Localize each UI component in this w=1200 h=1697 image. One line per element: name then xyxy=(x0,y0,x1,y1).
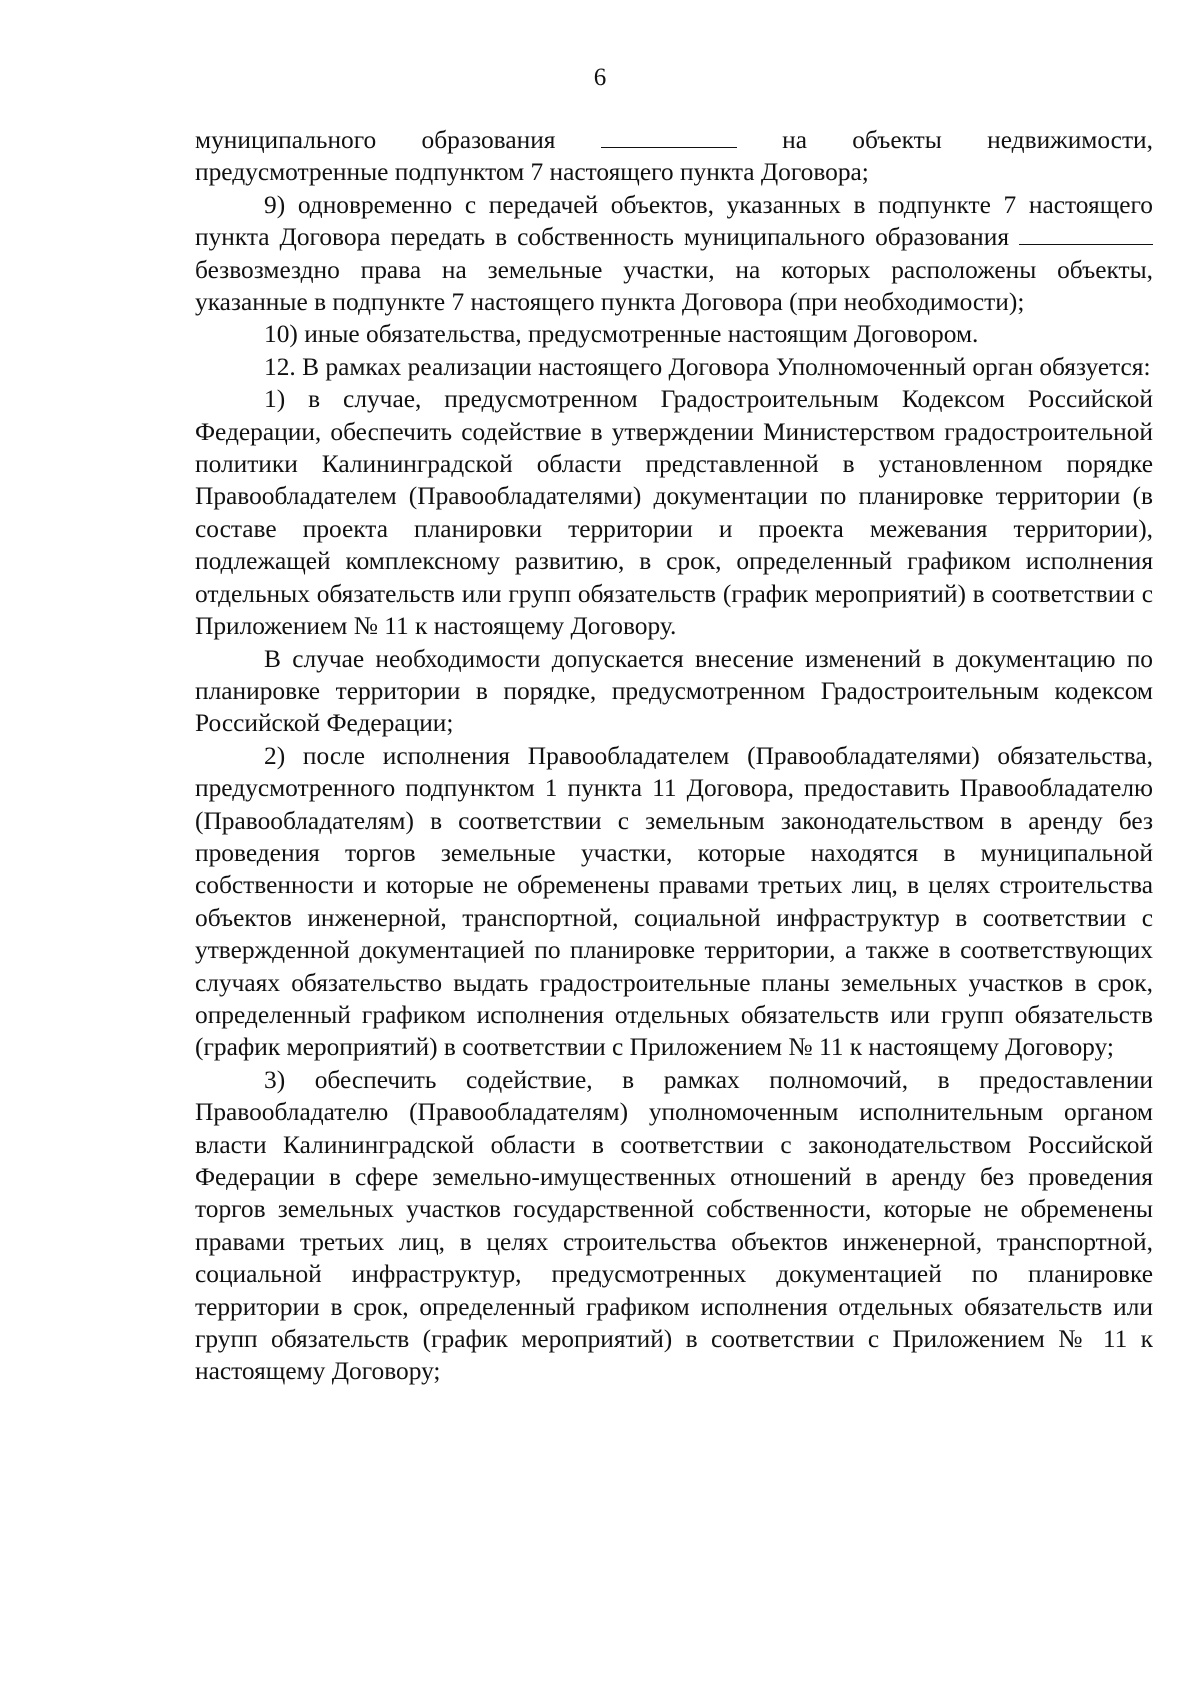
paragraph-municipal-rights xyxy=(195,124,1153,189)
paragraph-obligation-1: 1) в случае, предусмотренном Градостроительным Кодексом Российской Федерации, обеспечить содействие в утверждении Министерством градостроительной политики Калининградской области представленной в установленном порядке Правообладателем (Правообладателями) документации по планировке территории (в составе проекта планировки территории и проекта межевания территории), подлежащей комплексному развитию, в срок, определенный графиком исполнения отдельных обязательств или групп обязательств (график мероприятий) в соответствии с Приложением № 11 к настоящему Договору. xyxy=(195,385,1153,641)
page-number: 6 xyxy=(593,64,607,91)
paragraph-amendments: В случае необходимости допускается внесение изменений в документацию по планировке территории в порядке, предусмотренном Градостроительным кодексом Российской Федерации; xyxy=(195,644,1153,738)
paragraph-text-part: на объекты недвижимости, предусмотренные подпунктом 7 настоящего пункта Договора; xyxy=(195,126,1153,187)
blank-fill-line xyxy=(1019,224,1153,245)
paragraph-item-9 xyxy=(195,189,1153,319)
blank-fill-line xyxy=(601,127,737,148)
paragraph-text-part: 9) одновременно с передачей объектов, указанных в подпункте 7 настоящего пункта Договора передать в собственность муниципального образования xyxy=(195,190,1153,252)
paragraph-item-10: 10) иные обязательства, предусмотренные настоящим Договором. xyxy=(264,320,979,349)
document-body xyxy=(195,124,1153,1388)
paragraph-obligation-2: 2) после исполнения Правообладателем (Правообладателями) обязательства, предусмотренного подпунктом 1 пункта 11 Договора, предоставить Правообладателю (Правообладателям) в соответствии с земельным законодательством в аренду без проведения торгов земельные участки, которые находятся в муниципальной собственности и которые не обременены правами третьих лиц, в целях строительства объектов инженерной, транспортной, социальной инфраструктур в соответствии с утвержденной документацией по планировке территории, а также в соответствующих случаях обязательство выдать градостроительные планы земельных участков в срок, определенный графиком исполнения отдельных обязательств или групп обязательств (график мероприятий) в соответствии с Приложением № 11 к настоящему Договору; xyxy=(195,741,1153,1062)
paragraph-obligation-3: 3) обеспечить содействие, в рамках полномочий, в предоставлении Правообладателю (Правообладателям) уполномоченным исполнительным органом власти Калининградской области в соответствии с законодательством Российской Федерации в сфере земельно-имущественных отношений в аренду без проведения торгов земельных участков государственной собственности, которые не обременены правами третьих лиц, в целях строительства объектов инженерной, транспортной, социальной инфраструктур, предусмотренных документацией по планировке территории в срок, определенный графиком исполнения отдельных обязательств или групп обязательств (график мероприятий) в соответствии с Приложением № 11 к настоящему Договору; xyxy=(195,1065,1153,1386)
paragraph-text-part: безвозмездно права на земельные участки, на которых расположены объекты, указанные в подпункте 7 настоящего пункта Договора (при необходимости); xyxy=(195,255,1153,317)
paragraph-text-part: муниципального образования xyxy=(195,126,601,154)
paragraph-section-12: 12. В рамках реализации настоящего Договора Уполномоченный орган обязуется: xyxy=(264,352,1151,381)
